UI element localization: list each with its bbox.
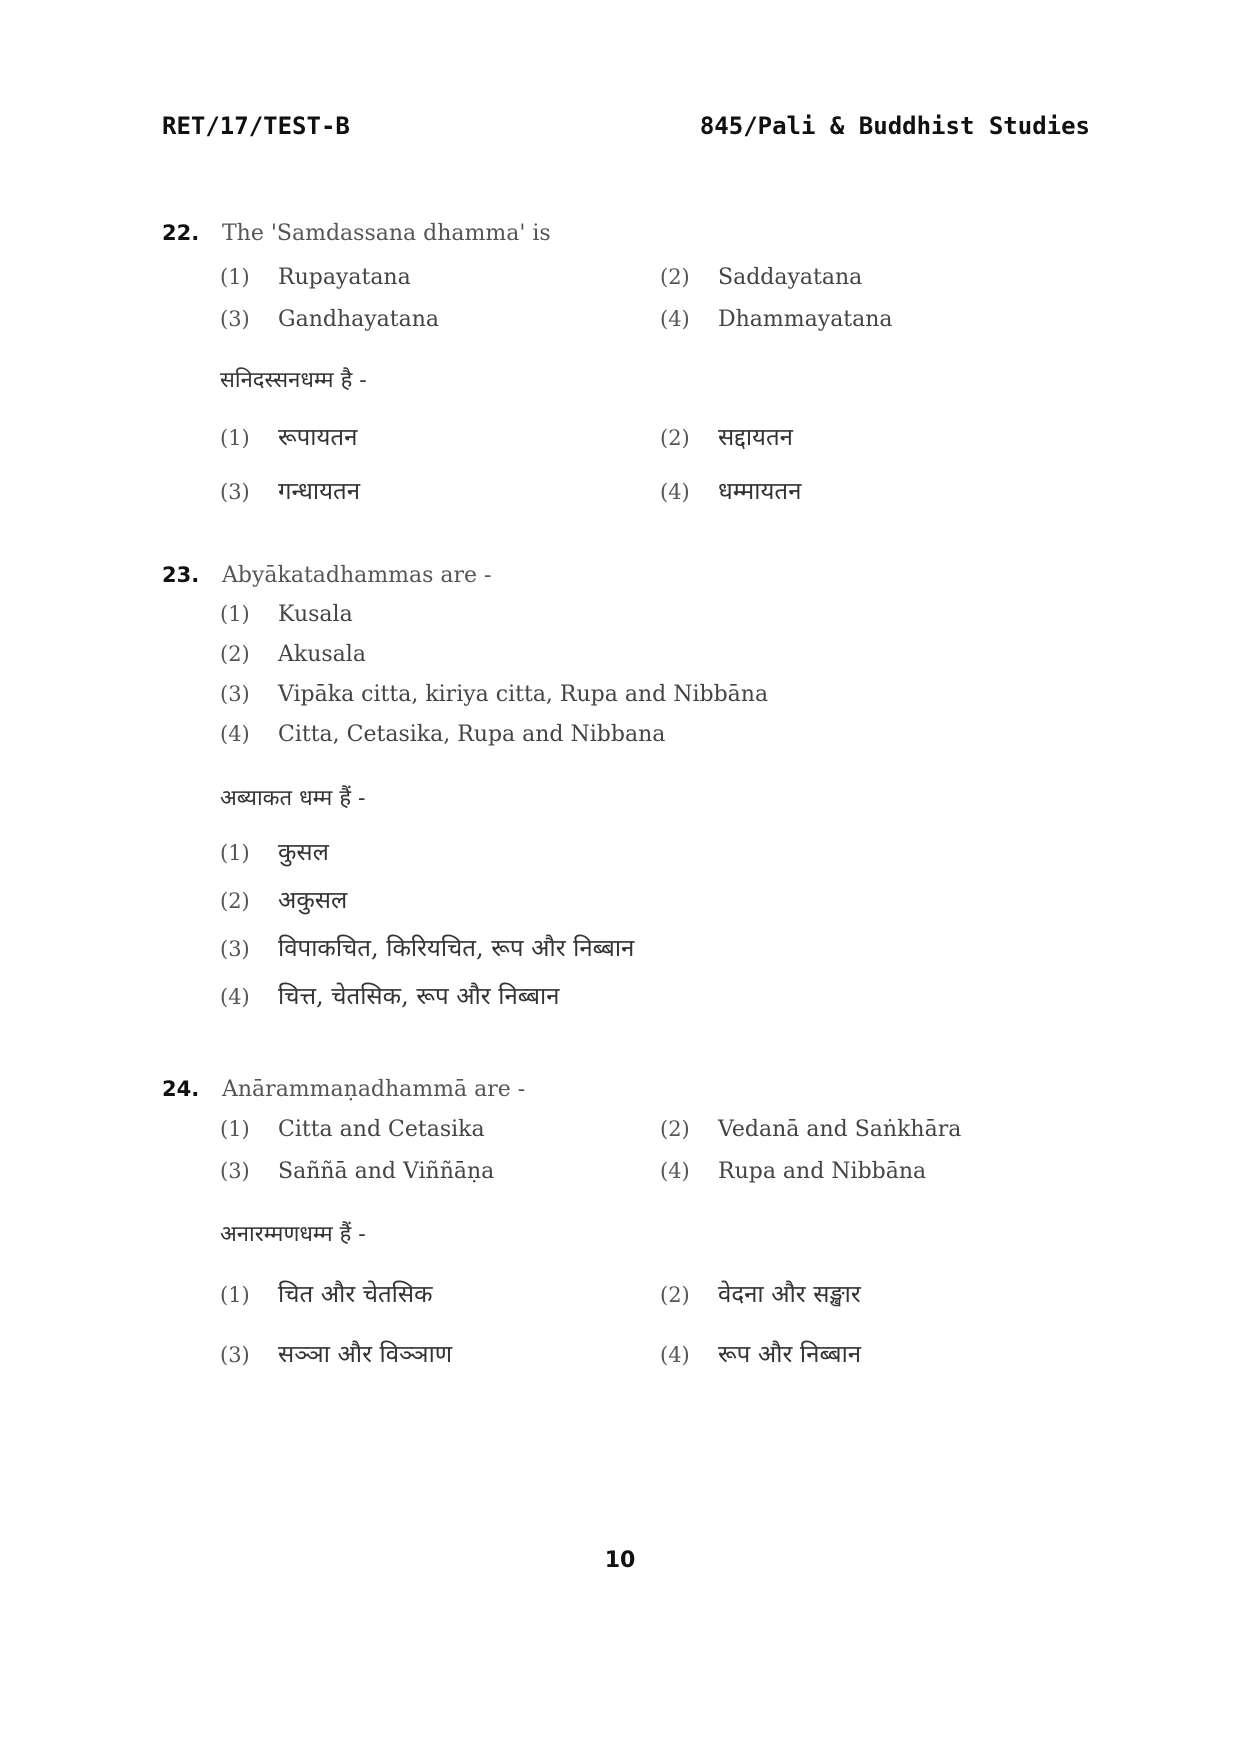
option-1 xyxy=(220,256,411,300)
option-4 xyxy=(220,714,1122,754)
question-stem xyxy=(162,214,1122,252)
hindi-option-2 xyxy=(220,876,1122,924)
option-number: (2) xyxy=(220,642,250,666)
option-number: (3) xyxy=(220,480,250,504)
option-2 xyxy=(220,634,1122,674)
option-number: (2) xyxy=(660,1117,690,1141)
option-4 xyxy=(660,1150,926,1194)
option-number: (1) xyxy=(220,426,250,450)
option-number: (4) xyxy=(660,1159,690,1183)
option-number: (4) xyxy=(660,480,690,504)
option-number: (1) xyxy=(220,841,250,865)
hindi-option-4 xyxy=(220,972,1122,1020)
option-number: (3) xyxy=(220,937,250,961)
option-number: (4) xyxy=(660,307,690,331)
option-3 xyxy=(220,298,439,342)
option-text: चित और चेतसिक xyxy=(278,1280,433,1308)
option-3 xyxy=(220,1150,494,1194)
paper-code: RET/17/TEST-B xyxy=(162,112,350,140)
hindi-option-2 xyxy=(660,1264,861,1327)
option-number: (2) xyxy=(660,1283,690,1307)
option-number: (1) xyxy=(220,1283,250,1307)
option-2 xyxy=(660,256,862,300)
option-number: (3) xyxy=(220,1159,250,1183)
option-number: (2) xyxy=(660,426,690,450)
option-1 xyxy=(220,1108,485,1152)
question-stem xyxy=(162,1070,1122,1108)
option-text: सद्दायतन xyxy=(718,423,793,451)
option-row xyxy=(220,256,1122,298)
option-number: (3) xyxy=(220,682,250,706)
option-4 xyxy=(660,298,893,342)
hindi-option-row xyxy=(220,410,1122,464)
page-number: 10 xyxy=(604,1548,636,1573)
option-number: (1) xyxy=(220,1117,250,1141)
hindi-option-2 xyxy=(660,410,793,467)
subject-title: 845/Pali & Buddhist Studies xyxy=(699,112,1090,140)
question-text: Abyākatadhammas are - xyxy=(222,563,492,588)
question-text: Anārammaṇadhammā are - xyxy=(222,1077,526,1102)
question-number: 23. xyxy=(162,563,200,587)
hindi-option-3 xyxy=(220,924,1122,972)
option-number: (4) xyxy=(220,722,250,746)
option-number: (2) xyxy=(220,889,250,913)
question-number: 24. xyxy=(162,1077,200,1101)
option-text: Rupa and Nibbāna xyxy=(718,1159,927,1184)
option-text: Akusala xyxy=(278,642,366,667)
option-text: चित्त, चेतसिक, रूप और निब्बान xyxy=(278,982,560,1010)
option-number: (3) xyxy=(220,307,250,331)
option-text: सञ्ञा और विञ्ञाण xyxy=(278,1340,453,1368)
hindi-option-row xyxy=(220,1324,1122,1384)
option-row xyxy=(220,1108,1122,1150)
option-text: Gandhayatana xyxy=(278,307,440,332)
hindi-question-text: अनारम्मणधम्म हैं - xyxy=(220,1222,366,1247)
hindi-option-1 xyxy=(220,410,357,467)
option-text: धम्मायतन xyxy=(718,477,802,505)
option-text: Saññā and Viññāṇa xyxy=(278,1159,495,1184)
option-text: रूपायतन xyxy=(278,423,358,451)
option-text: वेदना और सङ्खार xyxy=(718,1280,861,1308)
option-text: Dhammayatana xyxy=(718,307,893,332)
option-text: Vedanā and Saṅkhāra xyxy=(718,1117,962,1142)
option-number: (1) xyxy=(220,602,250,626)
question-number: 22. xyxy=(162,221,200,245)
option-3 xyxy=(220,674,1122,714)
option-1 xyxy=(220,594,1122,634)
option-text: Citta and Cetasika xyxy=(278,1117,485,1142)
option-number: (1) xyxy=(220,265,250,289)
question-23 xyxy=(162,556,1122,1020)
option-number: (4) xyxy=(660,1343,690,1367)
hindi-option-4 xyxy=(660,464,801,521)
option-text: विपाकचित, किरियचित, रूप और निब्बान xyxy=(278,934,635,962)
option-row xyxy=(220,298,1122,340)
hindi-option-4 xyxy=(660,1324,861,1387)
question-stem xyxy=(162,556,1122,594)
option-row xyxy=(220,1150,1122,1192)
question-22 xyxy=(162,214,1122,518)
option-text: Saddayatana xyxy=(718,265,863,290)
hindi-question-text: सनिदस्सनधम्म है - xyxy=(220,368,367,393)
hindi-option-row xyxy=(220,464,1122,518)
option-number: (4) xyxy=(220,985,250,1009)
option-number: (2) xyxy=(660,265,690,289)
question-text: The 'Samdassana dhamma' is xyxy=(222,221,551,246)
question-24 xyxy=(162,1070,1122,1384)
hindi-question-text: अब्याकत धम्म हैं - xyxy=(220,786,366,811)
hindi-option-3 xyxy=(220,464,360,521)
hindi-option-1 xyxy=(220,828,1122,876)
option-text: अकुसल xyxy=(278,886,348,914)
option-text: रूप और निब्बान xyxy=(718,1340,862,1368)
hindi-option-3 xyxy=(220,1324,452,1387)
option-text: कुसल xyxy=(278,838,329,866)
option-text: Vipāka citta, kiriya citta, Rupa and Nibbāna xyxy=(278,682,769,707)
option-text: Rupayatana xyxy=(278,265,411,290)
option-text: गन्धायतन xyxy=(278,477,361,505)
hindi-option-1 xyxy=(220,1264,433,1327)
option-number: (3) xyxy=(220,1343,250,1367)
option-2 xyxy=(660,1108,961,1152)
option-text: Citta, Cetasika, Rupa and Nibbana xyxy=(278,722,666,747)
hindi-option-row xyxy=(220,1264,1122,1324)
option-text: Kusala xyxy=(278,602,353,627)
